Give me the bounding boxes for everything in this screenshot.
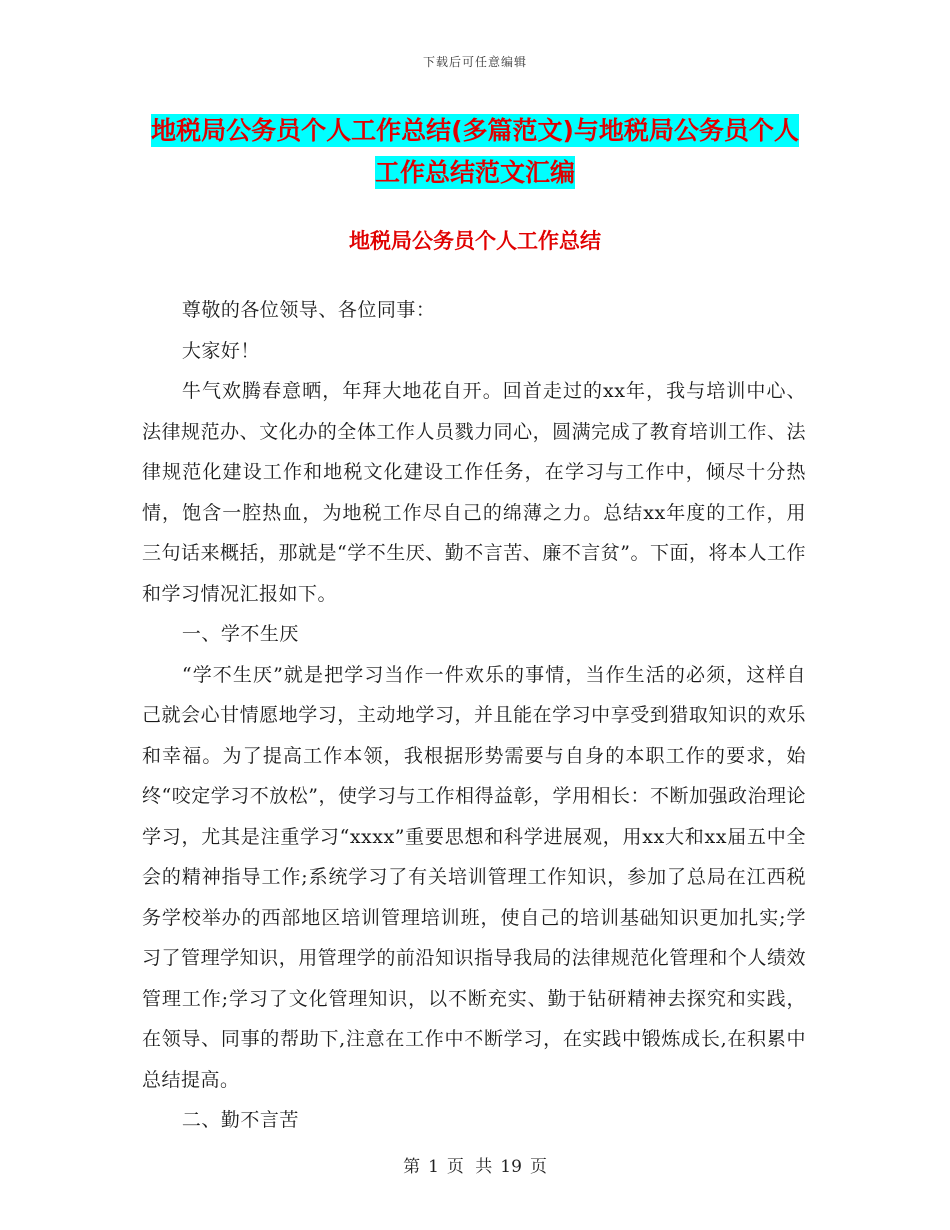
paragraph-study: “学不生厌”就是把学习当作一件欢乐的事情，当作生活的必须，这样自己就会心甘情愿地学习，主动地学习，并且能在学习中享受到猎取知识的欢乐和幸福。为了提高工作本领，我根据形势需要与自身的本职工作的要求，始终“咬定学习不放松”，使学习与工作相得益彰，学用相长：不断加强政治理论学习，尤其是注重学习“xxxx”重要思想和科学进展观，用xx大和xx届五中全会的精神指导工作;系统学习了有关培训管理工作知识，参加了总局在江西税务学校举办的西部地区培训管理培训班，使自己的培训基础知识更加扎实;学习了管理学知识，用管理学的前沿知识指导我局的法律规范化管理和个人绩效管理工作;学习了文化管理知识，以不断充实、勤于钻研精神去探究和实践，在领导、同事的帮助下,注意在工作中不断学习，在实践中锻炼成长,在积累中总结提高。: [142, 663, 806, 1091]
document-title-text: 地税局公务员个人工作总结(多篇范文)与地税局公务员个人工作总结范文汇编: [151, 116, 799, 187]
footer-prefix: 第: [403, 1157, 421, 1177]
paragraph-intro: 牛气欢腾春意晒，年拜大地花自开。回首走过的xx年，我与培训中心、法律规范办、文化办的全体工作人员戮力同心，圆满完成了教育培训工作、法律规范化建设工作和地税文化建设工作任务，在学习与工作中，倾尽十分热情，饱含一腔热血，为地税工作尽自己的绵薄之力。总结xx年度的工作，用三句话来概括，那就是“学不生厌、勤不言苦、廉不言贫”。下面，将本人工作和学习情况汇报如下。: [142, 380, 806, 605]
heading-2: 二、勤不言苦: [181, 1109, 299, 1131]
document-title: [140, 110, 810, 194]
document-body: [142, 290, 806, 1141]
footer-page-number: 1: [428, 1157, 439, 1177]
footer-total-pages: 19: [500, 1157, 522, 1177]
section-title: 地税局公务员个人工作总结: [349, 229, 601, 253]
footer-middle: 页 共: [446, 1157, 493, 1177]
page-header-note: 下载后可任意编辑: [422, 55, 527, 69]
heading-1: 一、学不生厌: [181, 623, 299, 645]
paragraph-greeting: 大家好！: [181, 339, 260, 362]
paragraph-salutation: 尊敬的各位领导、各位同事：: [181, 299, 436, 321]
footer-suffix: 页: [529, 1157, 547, 1177]
page-footer: [0, 1152, 950, 1177]
